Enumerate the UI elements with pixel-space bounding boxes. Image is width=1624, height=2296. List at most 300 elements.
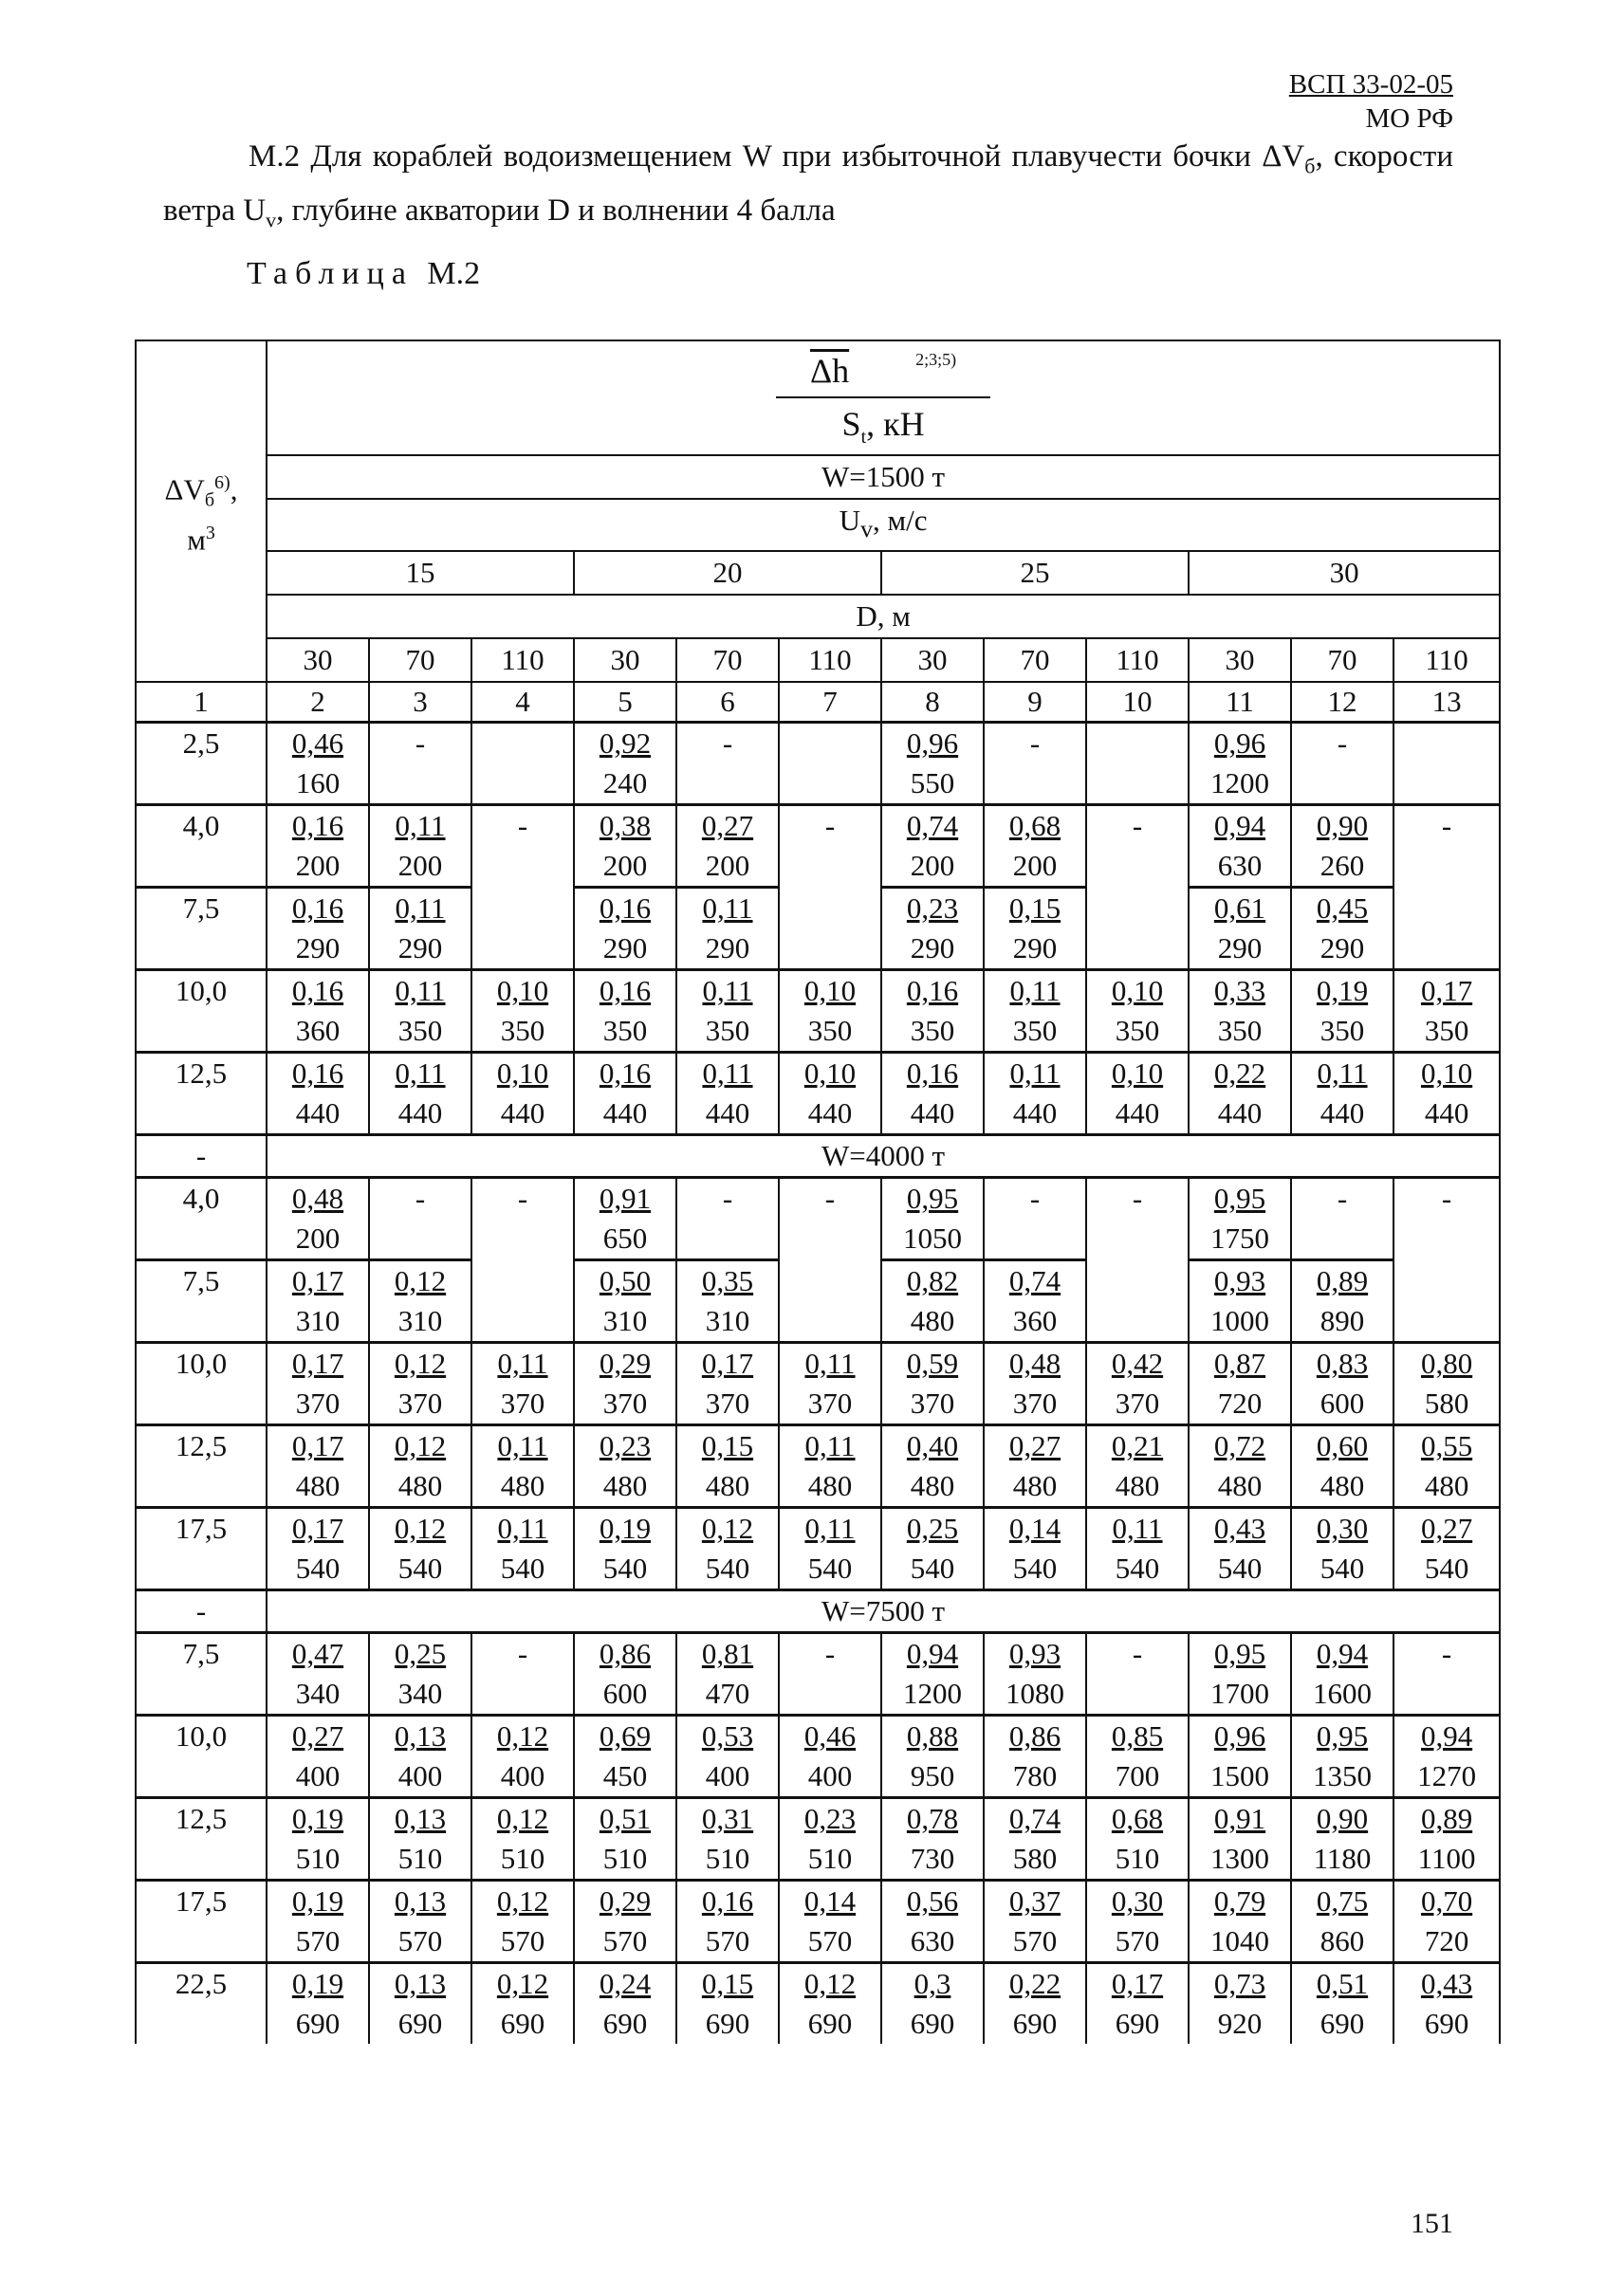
table-row [136,1798,1500,1881]
cell-ratio: 0,12 [803,1967,857,2001]
table-cell [574,1508,676,1590]
cell-force: 510 [807,1842,853,1876]
depth-value: 70 [676,638,779,682]
cell-ratio: 0,80 [1420,1347,1473,1381]
cell-force: 1300 [1210,1842,1269,1876]
cell-ratio: 0,12 [496,1967,549,2001]
cell-ratio: 0,89 [1420,1802,1473,1836]
cell-ratio: 0,17 [291,1512,344,1546]
cell-ratio: 0,19 [291,1967,344,2001]
table-cell [1393,1798,1500,1881]
table-cell [1086,1798,1189,1881]
column-number: 13 [1393,682,1500,723]
table-cell [574,805,676,888]
cell-ratio: 0,16 [599,974,652,1008]
cell-ratio: 0,51 [599,1802,652,1836]
cell-force: 440 [397,1096,443,1130]
cell-force: 360 [295,1014,341,1048]
cell-force: 690 [602,2007,648,2041]
table-cell [574,1260,676,1343]
cell-force: 290 [705,931,750,965]
table-row [136,1881,1500,1963]
cell-ratio: 0,14 [803,1884,857,1919]
table-cell [471,1508,574,1590]
cell-ratio: 0,12 [701,1512,754,1546]
cell-force: 200 [602,849,648,883]
cell-force: 480 [910,1469,955,1503]
cell-ratio: 0,95 [1213,1182,1266,1216]
table-cell [1086,723,1189,805]
delta-v-value: 7,5 [136,1633,267,1716]
cell-ratio: 0,11 [395,809,446,843]
table-cell [1086,1633,1189,1716]
cell-force: 350 [1424,1014,1469,1048]
table-cell [984,1633,1086,1716]
cell-force: 370 [500,1387,545,1421]
cell-ratio: 0,11 [1317,1056,1368,1091]
depth-value: 30 [881,638,984,682]
cell-ratio: 0,91 [599,1182,652,1216]
cell-ratio: 0,16 [906,974,959,1008]
intro-sub-1: б [1304,154,1316,178]
cell-force: 350 [705,1014,750,1048]
table-cell [471,1633,574,1716]
group-dash: - [136,1135,267,1178]
cell-force: 440 [705,1096,750,1130]
cell-ratio: 0,16 [906,1056,959,1091]
cell-ratio: 0,17 [291,1347,344,1381]
table-cell [267,1053,369,1135]
cell-ratio: 0,38 [599,809,652,843]
cell-force: 400 [807,1759,853,1793]
cell-ratio: 0,12 [394,1264,447,1298]
table-row [136,888,1500,970]
table-cell [471,1178,574,1260]
cell-ratio: - [1441,1182,1452,1216]
cell-force: 290 [295,931,341,965]
cell-force: 1270 [1417,1759,1477,1793]
cell-force: 730 [910,1842,955,1876]
cell-ratio: 0,48 [1008,1347,1061,1381]
cell-force: 350 [1012,1014,1058,1048]
cell-force: 350 [500,1014,545,1048]
table-caption-prefix: Таблица [247,256,414,291]
cell-force: 540 [807,1552,853,1586]
table-cell [676,1053,779,1135]
table-cell [779,1178,881,1260]
cell-ratio: 0,11 [804,1429,856,1463]
cell-force: 690 [807,2007,853,2041]
cell-force: 350 [1115,1014,1160,1048]
table-cell [267,970,369,1053]
table-cell [1291,1508,1393,1590]
cell-ratio: 0,12 [394,1429,447,1463]
table-cell [574,1178,676,1260]
cell-force: 370 [1012,1387,1058,1421]
cell-ratio: 0,60 [1316,1429,1369,1463]
cell-ratio: 0,10 [1111,974,1164,1008]
table-cell [881,1633,984,1716]
cell-force: 200 [397,849,443,883]
cell-ratio: 0,86 [1008,1719,1061,1754]
cell-ratio: 0,17 [1111,1967,1164,2001]
table-cell [1189,1716,1291,1798]
column-number: 8 [881,682,984,723]
depth-value: 70 [369,638,471,682]
cell-ratio: 0,31 [701,1802,754,1836]
table-cell [1393,1425,1500,1508]
column-number: 11 [1189,682,1291,723]
cell-force: 480 [1115,1469,1160,1503]
cell-ratio: 0,11 [497,1512,548,1546]
cell-force: 1100 [1417,1842,1476,1876]
cell-ratio: 0,14 [1008,1512,1061,1546]
table-cell [881,1798,984,1881]
cell-force: 350 [910,1014,955,1048]
table-cell [984,1716,1086,1798]
table-cell [471,1260,574,1343]
fraction-numerator: $\overline{\Delta h}$ [810,352,850,390]
cell-ratio: 0,23 [906,891,959,926]
cell-ratio: 0,16 [599,1056,652,1091]
cell-ratio: 0,33 [1213,974,1266,1008]
cell-force: 400 [397,1759,443,1793]
cell-ratio: 0,13 [394,1802,447,1836]
delta-v-value: 4,0 [136,1178,267,1260]
cell-force: 540 [1217,1552,1263,1586]
table-cell [1291,1425,1393,1508]
table-cell [1291,1260,1393,1343]
delta-v-value: 17,5 [136,1881,267,1963]
delta-v-value: 22,5 [136,1963,267,2045]
table-cell [1086,805,1189,888]
cell-ratio: 0,21 [1111,1429,1164,1463]
column-number: 1 [136,682,267,723]
cell-ratio: 0,16 [291,974,344,1008]
table-cell [267,805,369,888]
cell-force: 200 [1012,849,1058,883]
table-cell [1086,1508,1189,1590]
table-cell [267,1963,369,2045]
cell-ratio: 0,30 [1111,1884,1164,1919]
table-cell [369,1633,471,1716]
depth-value: 70 [1291,638,1393,682]
table-cell [676,805,779,888]
cell-force: 480 [705,1469,750,1503]
cell-ratio: - [824,809,836,843]
table-cell [574,1798,676,1881]
table-cell [574,1053,676,1135]
cell-ratio: 0,95 [1316,1719,1369,1754]
cell-force: 360 [1012,1304,1058,1338]
table-cell [267,1716,369,1798]
cell-force: 690 [1115,2007,1160,2041]
cell-ratio: 0,95 [906,1182,959,1216]
cell-force: 290 [1320,931,1365,965]
cell-force: 690 [397,2007,443,2041]
cell-force: 370 [807,1387,853,1421]
cell-ratio: 0,10 [1111,1056,1164,1091]
cell-force: 370 [910,1387,955,1421]
delta-v-value: 12,5 [136,1425,267,1508]
cell-force: 240 [602,766,648,800]
cell-ratio: 0,74 [1008,1802,1061,1836]
cell-ratio: 0,88 [906,1719,959,1754]
table-cell [574,1881,676,1963]
cell-ratio: 0,90 [1316,1802,1369,1836]
cell-ratio: 0,27 [1420,1512,1473,1546]
table-cell [369,1798,471,1881]
cell-force: 570 [602,1924,648,1958]
cell-force: 950 [910,1759,955,1793]
depth-value: 110 [779,638,881,682]
table-cell [984,1425,1086,1508]
table-cell [1291,970,1393,1053]
cell-ratio: 0,27 [291,1719,344,1754]
table-cell [984,1963,1086,2045]
cell-force: 510 [602,1842,648,1876]
cell-ratio: 0,15 [701,1967,754,2001]
table-cell [676,1260,779,1343]
cell-ratio: 0,11 [702,974,753,1008]
cell-force: 690 [500,2007,545,2041]
table-cell [267,1425,369,1508]
wind-speed-25: 25 [881,551,1189,595]
fraction-note: 2;3;5) [915,350,957,369]
table-cell [471,888,574,970]
cell-ratio: 0,72 [1213,1429,1266,1463]
cell-ratio: 0,15 [1008,891,1061,926]
cell-force: 510 [500,1842,545,1876]
cell-ratio: 0,17 [701,1347,754,1381]
cell-force: 400 [500,1759,545,1793]
table-cell [267,1260,369,1343]
table-cell [984,723,1086,805]
cell-force: 550 [910,766,955,800]
cell-ratio: 0,48 [291,1182,344,1216]
cell-force: 1200 [903,1677,962,1711]
table-cell [471,1343,574,1425]
cell-ratio: 0,22 [1213,1056,1266,1091]
cell-force: 350 [807,1014,853,1048]
cell-ratio: - [1029,726,1041,761]
depth-value: 110 [1393,638,1500,682]
cell-ratio: - [415,1182,426,1216]
cell-force: 440 [910,1096,955,1130]
cell-force: 570 [397,1924,443,1958]
table-cell [1189,970,1291,1053]
cell-ratio: 0,19 [1316,974,1369,1008]
table-caption [247,256,480,292]
table-cell [881,1716,984,1798]
cell-ratio: 0,17 [291,1264,344,1298]
column-number: 2 [267,682,369,723]
table-cell [676,888,779,970]
cell-force: 890 [1320,1304,1365,1338]
table-cell [1086,1963,1189,2045]
table-cell [779,1798,881,1881]
group-title: W=1500 т [267,455,1500,499]
table-cell [1086,1260,1189,1343]
intro-sub-2: v [266,208,277,232]
table-cell [984,1508,1086,1590]
cell-force: 370 [397,1387,443,1421]
cell-ratio: 0,11 [1009,974,1061,1008]
page-number: 151 [1411,2208,1453,2239]
table-cell [574,888,676,970]
cell-ratio: 0,15 [701,1429,754,1463]
cell-force: 580 [1424,1387,1469,1421]
table-cell [471,1798,574,1881]
table-cell [1189,1343,1291,1425]
table-cell [779,1633,881,1716]
table-cell [881,970,984,1053]
cell-force: 310 [602,1304,648,1338]
cell-ratio: 0,16 [291,891,344,926]
cell-ratio: 0,11 [804,1347,856,1381]
column-number: 10 [1086,682,1189,723]
cell-ratio: 0,25 [394,1637,447,1671]
delta-v-value: 10,0 [136,1343,267,1425]
cell-ratio: 0,17 [291,1429,344,1463]
table-cell [1189,1881,1291,1963]
cell-force: 310 [397,1304,443,1338]
cell-force: 1200 [1210,766,1269,800]
table-cell [1291,1178,1393,1260]
table-cell [984,1798,1086,1881]
table-cell [369,723,471,805]
column-number: 4 [471,682,574,723]
table-cell [369,1881,471,1963]
table-cell [369,888,471,970]
table-cell [1291,1963,1393,2045]
table-cell [267,888,369,970]
table-cell [1393,1260,1500,1343]
table-cell [1189,1633,1291,1716]
group-dash: - [136,1590,267,1633]
cell-force: 860 [1320,1924,1365,1958]
table-cell [1291,723,1393,805]
table-cell [984,888,1086,970]
cell-ratio: 0,61 [1213,891,1266,926]
cell-ratio: 0,11 [1009,1056,1061,1091]
cell-ratio: 0,12 [496,1884,549,1919]
cell-force: 510 [705,1842,750,1876]
table-cell [1189,723,1291,805]
cell-force: 1700 [1210,1677,1269,1711]
cell-ratio: 0,93 [1213,1264,1266,1298]
table-cell [984,970,1086,1053]
table-cell [1393,1963,1500,2045]
cell-ratio: 0,94 [1420,1719,1473,1754]
cell-ratio: 0,43 [1213,1512,1266,1546]
cell-ratio: 0,73 [1213,1967,1266,2001]
table-cell [676,1963,779,2045]
cell-force: 450 [602,1759,648,1793]
cell-force: 540 [602,1552,648,1586]
table-cell [369,1343,471,1425]
table-cell [267,1178,369,1260]
cell-force: 440 [602,1096,648,1130]
cell-force: 540 [295,1552,341,1586]
table-cell [1393,1343,1500,1425]
cell-ratio: 0,12 [394,1347,447,1381]
delta-v-value: 7,5 [136,888,267,970]
cell-ratio: - [1132,1637,1143,1671]
cell-force: 350 [602,1014,648,1048]
table-cell [369,1508,471,1590]
table-cell [779,805,881,888]
cell-ratio: 0,19 [599,1512,652,1546]
cell-force: 200 [295,1221,341,1256]
cell-ratio: 0,23 [803,1802,857,1836]
table-cell [1393,1633,1500,1716]
table-cell [1291,1798,1393,1881]
table-cell [574,723,676,805]
cell-ratio: - [722,726,733,761]
cell-force: 1750 [1210,1221,1269,1256]
wind-speed-20: 20 [574,551,881,595]
cell-ratio: - [1337,1182,1348,1216]
cell-force: 290 [1012,931,1058,965]
cell-force: 290 [1217,931,1263,965]
table-cell [779,723,881,805]
table-cell [676,1633,779,1716]
wind-speed-15: 15 [267,551,574,595]
cell-ratio: 0,13 [394,1884,447,1919]
table-cell [1086,888,1189,970]
cell-force: 480 [602,1469,648,1503]
table-cell [676,1508,779,1590]
table-cell [676,1178,779,1260]
table-cell [881,1963,984,2045]
table-row [136,1508,1500,1590]
table-cell [471,1716,574,1798]
cell-force: 370 [705,1387,750,1421]
table-cell [779,1963,881,2045]
delta-v-value: 17,5 [136,1508,267,1590]
cell-ratio: 0,27 [701,809,754,843]
cell-ratio: 0,19 [291,1802,344,1836]
table-cell [1291,805,1393,888]
table-cell [779,1260,881,1343]
delta-v-value: 2,5 [136,723,267,805]
group-title: W=4000 т [267,1135,1500,1178]
cell-ratio: 0,68 [1008,809,1061,843]
cell-force: 780 [1012,1759,1058,1793]
cell-force: 540 [1320,1552,1365,1586]
cell-force: 480 [1320,1469,1365,1503]
table-row [136,1963,1500,2045]
table-cell [1189,1508,1291,1590]
cell-force: 350 [397,1014,443,1048]
cell-ratio: 0,74 [906,809,959,843]
table-cell [779,1053,881,1135]
cell-force: 1600 [1313,1677,1372,1711]
cell-ratio: 0,96 [1213,1719,1266,1754]
table-row [136,1260,1500,1343]
table-cell [1393,970,1500,1053]
cell-ratio: 0,12 [496,1719,549,1754]
table-cell [881,888,984,970]
table-cell [984,1178,1086,1260]
cell-force: 260 [1320,849,1365,883]
group-separator-row [136,1590,1500,1633]
delta-v-value: 4,0 [136,805,267,888]
cell-ratio: 0,90 [1316,809,1369,843]
table-cell [1393,1178,1500,1260]
cell-ratio: - [1441,809,1452,843]
